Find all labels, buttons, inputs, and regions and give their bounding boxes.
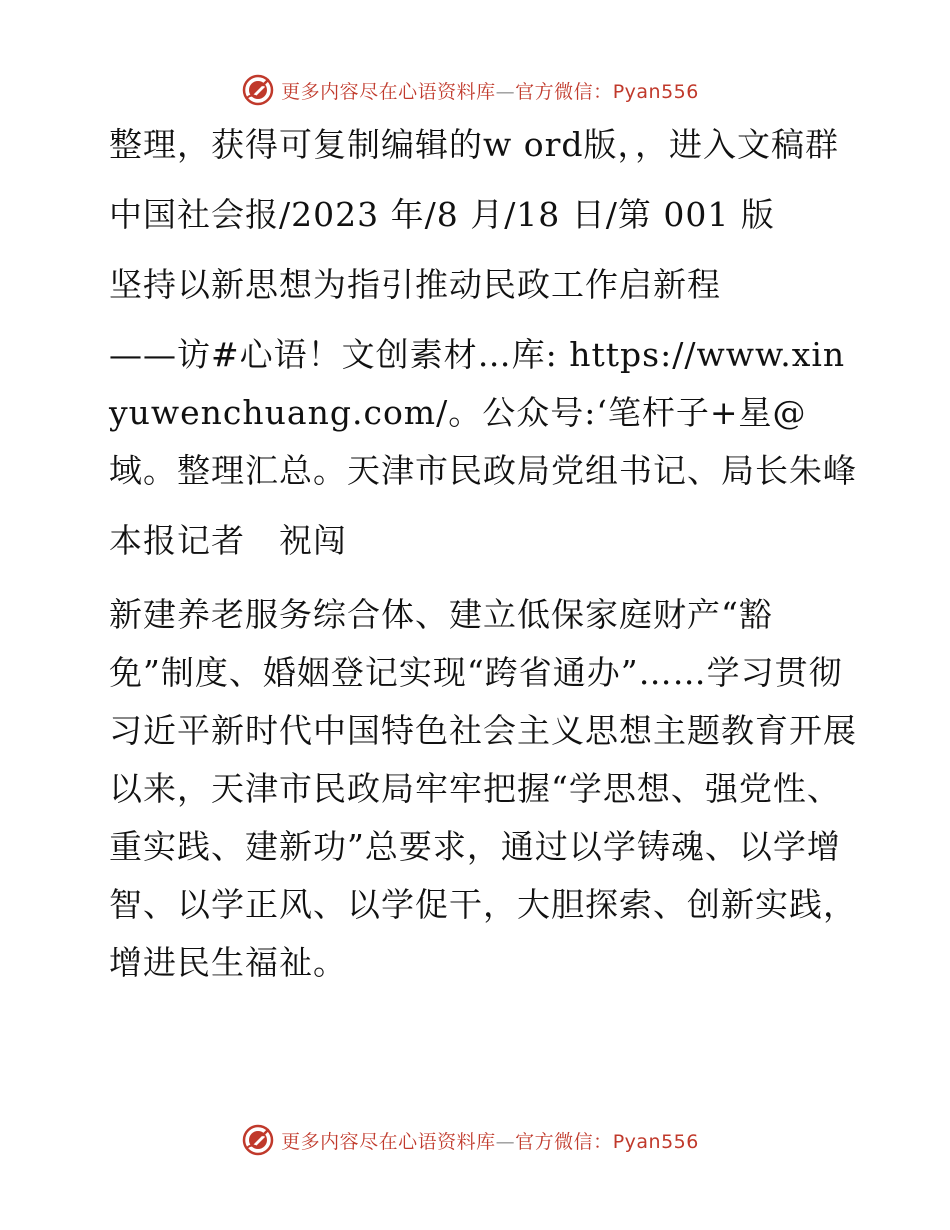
header-banner-main-text: 更多内容尽在心语资料库	[281, 80, 496, 103]
footer-banner-inner	[241, 1123, 699, 1157]
document-content	[97, 116, 857, 992]
pen-nib-logo-icon	[241, 73, 275, 107]
footer-banner-separator: —	[495, 1130, 516, 1153]
footer-banner-main-text: 更多内容尽在心语资料库	[281, 1130, 496, 1153]
header-banner-text	[281, 77, 699, 104]
header-banner-wechat-label: 官方微信：	[515, 80, 613, 103]
subheadline: ——访#心语！文创素材…库: https://www.xinyuwenchuang.com/。公众号:‘笔杆子+星@域。整理汇总。天津市民政局党组书记、局长朱峰	[109, 335, 857, 490]
header-banner-inner	[241, 73, 699, 107]
footer-banner-wechat-label: 官方微信：	[515, 1130, 613, 1153]
headline: 坚持以新思想为指引推动民政工作启新程	[109, 265, 721, 304]
footer-banner-text	[281, 1127, 699, 1154]
header-banner-separator: —	[495, 80, 516, 103]
footer-banner-wechat-id: Pyan556	[612, 1130, 699, 1153]
source-line: 中国社会报/2023 年/8 月/18 日/第 001 版	[109, 195, 775, 234]
pen-nib-logo-icon	[241, 1123, 275, 1157]
intro-paragraph: 整理，获得可复制编辑的w ord版，，进入文稿群	[109, 125, 840, 164]
byline: 本报记者 祝闯	[109, 521, 347, 560]
body-paragraph: 新建养老服务综合体、建立低保家庭财产“豁免”制度、婚姻登记实现“跨省通办”……学习贯彻习近平新时代中国特色社会主义思想主题教育开展以来，天津市民政局牢牢把握“学思想、强党性、重实践、建新功”总要求，通过以学铸魂、以学增智、以学正风、以学促干，大胆探索、创新实践，增进民生福祉。	[109, 595, 857, 982]
header-banner	[0, 70, 950, 110]
footer-banner	[0, 1120, 950, 1160]
header-banner-wechat-id: Pyan556	[612, 80, 699, 103]
